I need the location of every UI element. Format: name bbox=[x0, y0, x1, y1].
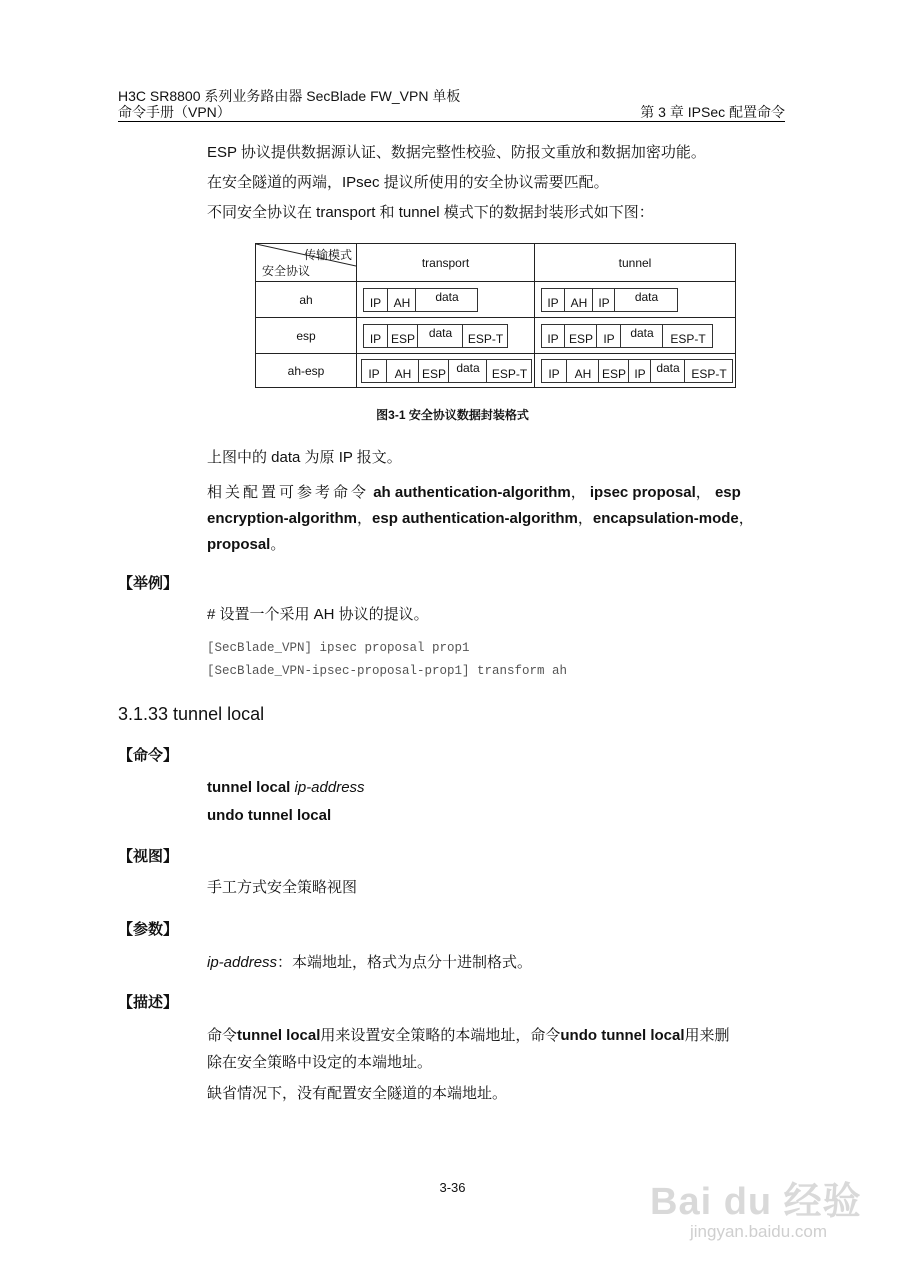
sep: ， bbox=[357, 510, 373, 527]
cell-ahesp-transport bbox=[357, 354, 535, 388]
cmd-esp-auth: esp authentication-algorithm bbox=[372, 510, 578, 527]
header-title: H3C SR8800 系列业务路由器 SecBlade FW_VPN 单板 bbox=[118, 88, 461, 104]
cmd-ah-auth: ah authentication-algorithm bbox=[373, 484, 571, 501]
seg-esp-t: ESP-T bbox=[684, 360, 733, 382]
sep: 。 bbox=[270, 536, 286, 553]
param-name: ip-address bbox=[207, 954, 278, 971]
seg-data: data bbox=[614, 289, 678, 311]
command-label: 【命令】 bbox=[118, 747, 179, 764]
param-ip-address: ip-address bbox=[294, 779, 365, 796]
packet-esp-transport bbox=[363, 324, 508, 348]
desc-line-1 bbox=[207, 1026, 730, 1046]
row-label-esp: esp bbox=[256, 318, 357, 354]
example-label: 【举例】 bbox=[118, 575, 179, 592]
corner-top-label: 传输模式 bbox=[303, 248, 352, 262]
desc-line-2: 除在安全策略中设定的本端地址。 bbox=[207, 1054, 433, 1071]
cell-esp-tunnel bbox=[535, 318, 736, 354]
view-label: 【视图】 bbox=[118, 848, 179, 865]
seg-esp: ESP bbox=[418, 360, 449, 382]
view-text: 手工方式安全策略视图 bbox=[207, 879, 358, 896]
seg-ip: IP bbox=[369, 296, 382, 310]
cmd-proposal: proposal bbox=[207, 536, 271, 553]
cell-ah-tunnel bbox=[535, 282, 736, 318]
cmd-encap-mode: encapsulation-mode bbox=[592, 510, 739, 527]
seg-esp-t: ESP-T bbox=[486, 360, 532, 382]
watermark-url: jingyan.baidu.com bbox=[690, 1222, 828, 1241]
intro-paragraph-1: ESP 协议提供数据源认证、数据完整性校验、防报文重放和数据加密功能。 bbox=[207, 144, 706, 161]
watermark-logo: Bai du 经验 bbox=[650, 1181, 862, 1223]
param-desc: ：本端地址，格式为点分十进制格式。 bbox=[277, 954, 533, 971]
example-comment: # 设置一个采用 AH 协议的提议。 bbox=[207, 606, 429, 623]
sep: ， bbox=[738, 510, 754, 527]
seg-esp: ESP bbox=[387, 325, 418, 347]
packet-ahesp-tunnel bbox=[541, 359, 733, 383]
section-heading: 3.1.33 tunnel local bbox=[118, 704, 265, 724]
seg-esp: ESP bbox=[564, 325, 597, 347]
seg-ip-inner: IP bbox=[596, 325, 621, 347]
seg-esp-t: ESP-T bbox=[662, 325, 713, 347]
corner-bottom-label: 安全协议 bbox=[262, 264, 311, 278]
data-note: 上图中的 data 为原 IP 报文。 bbox=[207, 449, 402, 466]
seg-ah: AH bbox=[566, 360, 599, 382]
page-number: 3-36 bbox=[439, 1180, 466, 1195]
packet-ah-tunnel bbox=[541, 288, 678, 312]
seg-ip: IP bbox=[547, 296, 559, 310]
seg-ah: AH bbox=[387, 289, 416, 311]
desc-label: 【描述】 bbox=[118, 994, 179, 1011]
sep: ， bbox=[570, 484, 586, 501]
param-text bbox=[207, 953, 532, 973]
cmd-tunnel-local: tunnel local bbox=[207, 779, 291, 796]
seg-ah: AH bbox=[386, 360, 419, 382]
example-code-2: [SecBlade_VPN-ipsec-proposal-prop1] transform ah bbox=[207, 664, 568, 678]
desc-text: 用来设置安全策略的本端地址，命令 bbox=[320, 1027, 561, 1044]
cmd-ipsec-proposal: ipsec proposal bbox=[589, 484, 696, 501]
intro-paragraph-3: 不同安全协议在 transport 和 tunnel 模式下的数据封装形式如下图： bbox=[207, 204, 654, 221]
sep: ， bbox=[695, 484, 711, 501]
param-label: 【参数】 bbox=[118, 921, 179, 938]
col-header-tunnel: tunnel bbox=[535, 244, 736, 282]
seg-ip-inner: IP bbox=[592, 289, 615, 311]
seg-ip: IP bbox=[368, 367, 380, 381]
seg-data: data bbox=[417, 325, 463, 347]
desc-text: 命令 bbox=[207, 1027, 238, 1044]
seg-data: data bbox=[415, 289, 478, 311]
seg-ip: IP bbox=[547, 332, 559, 346]
encapsulation-figure bbox=[255, 243, 736, 388]
row-label-ah-esp: ah-esp bbox=[256, 354, 357, 388]
command-line-1 bbox=[207, 778, 365, 798]
seg-ah: AH bbox=[564, 289, 593, 311]
col-header-transport: transport bbox=[357, 244, 535, 282]
related-commands bbox=[207, 480, 785, 558]
cmd-undo-tunnel-local: undo tunnel local bbox=[560, 1027, 685, 1044]
command-line-2: undo tunnel local bbox=[207, 807, 332, 824]
cmd-esp: esp bbox=[714, 484, 741, 501]
desc-text: 用来删 bbox=[684, 1027, 730, 1044]
figure-corner-cell bbox=[256, 244, 357, 282]
example-code-1: [SecBlade_VPN] ipsec proposal prop1 bbox=[207, 641, 470, 655]
cmd-encryption-algorithm: encryption-algorithm bbox=[207, 510, 358, 527]
packet-ahesp-transport bbox=[361, 359, 532, 383]
intro-paragraph-2: 在安全隧道的两端，IPsec 提议所使用的安全协议需要匹配。 bbox=[207, 174, 609, 191]
cell-ah-transport bbox=[357, 282, 535, 318]
seg-data: data bbox=[650, 360, 685, 382]
seg-ip: IP bbox=[548, 367, 560, 381]
header-rule bbox=[118, 121, 785, 122]
seg-esp: ESP bbox=[598, 360, 629, 382]
cell-ahesp-tunnel bbox=[535, 354, 736, 388]
header-chapter: 第 3 章 IPSec 配置命令 bbox=[640, 104, 785, 120]
packet-esp-tunnel bbox=[541, 324, 713, 348]
sep: ， bbox=[577, 510, 593, 527]
figure-caption: 图3-1 安全协议数据封装格式 bbox=[376, 408, 529, 422]
seg-ip-inner: IP bbox=[628, 360, 651, 382]
cmd-tunnel-local: tunnel local bbox=[237, 1027, 321, 1044]
seg-esp-t: ESP-T bbox=[462, 325, 508, 347]
related-prefix: 相关配置可参考命令 bbox=[207, 484, 370, 501]
row-label-ah: ah bbox=[256, 282, 357, 318]
header-subtitle: 命令手册（VPN） bbox=[118, 104, 231, 120]
seg-data: data bbox=[448, 360, 487, 382]
packet-ah-transport bbox=[363, 288, 478, 312]
cell-esp-transport bbox=[357, 318, 535, 354]
seg-ip: IP bbox=[369, 332, 382, 346]
desc-line-3: 缺省情况下，没有配置安全隧道的本端地址。 bbox=[207, 1085, 508, 1102]
seg-data: data bbox=[620, 325, 663, 347]
